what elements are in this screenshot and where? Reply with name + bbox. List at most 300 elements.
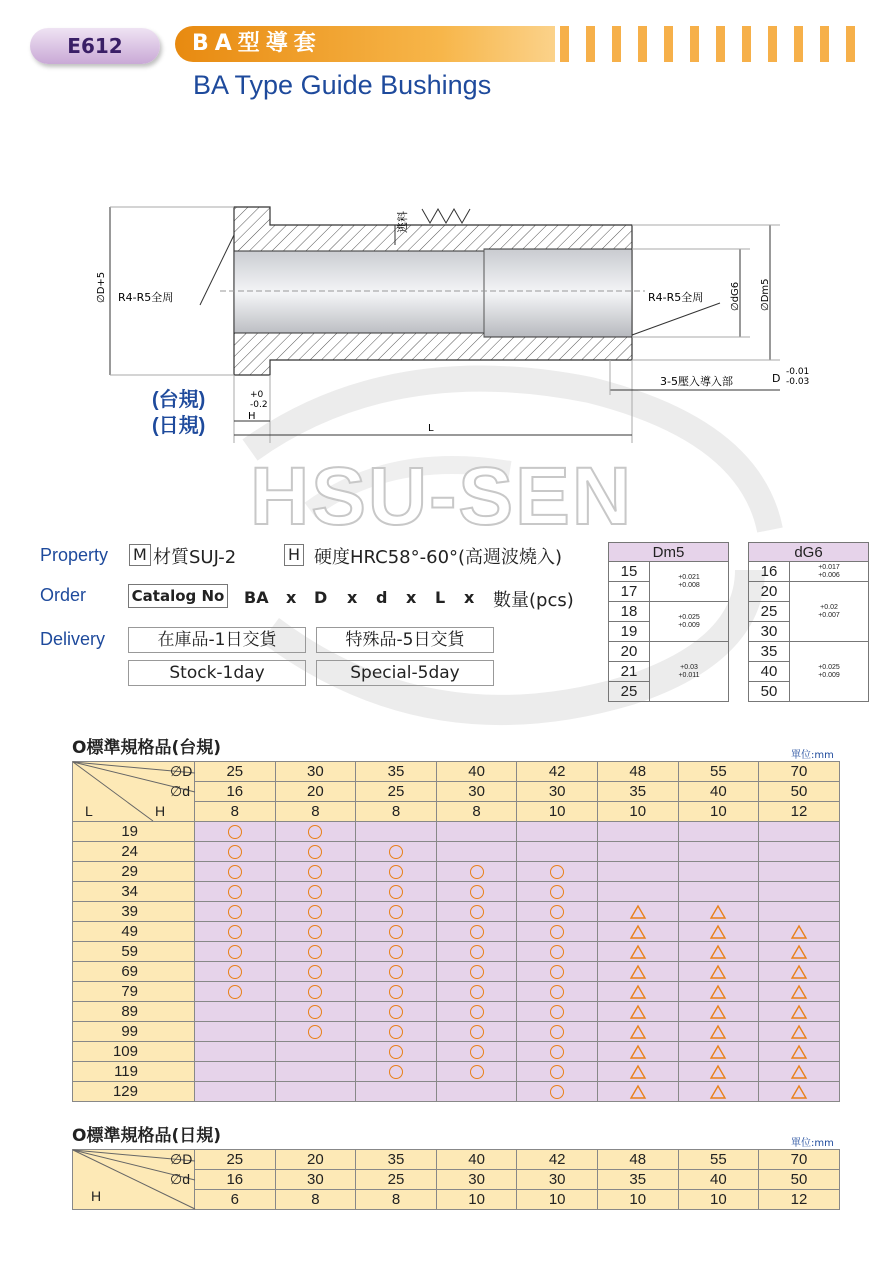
availability-cell xyxy=(759,1082,840,1102)
availability-cell xyxy=(436,842,517,862)
availability-cell xyxy=(759,822,840,842)
property-label: Property xyxy=(40,545,109,565)
availability-cell xyxy=(759,922,840,942)
special-triangle-icon xyxy=(630,1005,646,1019)
table-row xyxy=(73,982,840,1002)
stock-circle-icon xyxy=(389,865,403,879)
availability-cell xyxy=(517,1002,598,1022)
table-tw-title: O標準規格品(台規) xyxy=(72,738,221,758)
special-triangle-icon xyxy=(791,1065,807,1079)
availability-cell xyxy=(517,962,598,982)
length-cell: 59 xyxy=(73,942,195,962)
size-d-cell: 30 xyxy=(517,782,598,802)
order-item-D: D xyxy=(314,588,328,607)
corner-label-d: ∅d xyxy=(170,783,190,799)
standard-jp-label: (日規) xyxy=(152,415,206,437)
table-row xyxy=(73,962,840,982)
size-H-cell: 10 xyxy=(517,802,598,822)
availability-cell xyxy=(678,882,759,902)
table-row xyxy=(73,842,840,862)
bushing-drawing xyxy=(96,185,820,455)
availability-cell xyxy=(436,822,517,842)
header-stripe xyxy=(716,26,725,62)
size-d-cell: 40 xyxy=(678,1170,759,1190)
stock-circle-icon xyxy=(228,825,242,839)
dg6-value: 20 xyxy=(749,582,790,602)
size-d-cell: 16 xyxy=(195,782,276,802)
stock-circle-icon xyxy=(308,845,322,859)
stock-circle-icon xyxy=(550,1005,564,1019)
header-row xyxy=(73,762,840,782)
table-row xyxy=(73,862,840,882)
size-H-cell: 8 xyxy=(275,802,356,822)
header-stripe xyxy=(560,26,569,62)
press-in-label: 3-5壓入導入部 xyxy=(660,375,733,388)
stock-circle-icon xyxy=(308,925,322,939)
corner-label-d: ∅d xyxy=(170,1171,190,1187)
size-D-cell: 42 xyxy=(517,1150,598,1170)
stock-circle-icon xyxy=(389,905,403,919)
size-d-cell: 20 xyxy=(275,782,356,802)
availability-cell xyxy=(195,1022,276,1042)
special-triangle-icon xyxy=(630,905,646,919)
order-item-ba: BA xyxy=(244,588,269,607)
availability-cell xyxy=(678,1022,759,1042)
special-triangle-icon xyxy=(791,945,807,959)
dm5-tolerance: +0.021 +0.008 xyxy=(650,562,729,602)
availability-cell xyxy=(275,1002,356,1022)
length-cell: 119 xyxy=(73,1062,195,1082)
availability-cell xyxy=(678,962,759,982)
dg6-tolerance: +0.025 +0.009 xyxy=(790,642,869,702)
stock-circle-icon xyxy=(228,885,242,899)
order-item-L: L xyxy=(435,588,446,607)
table-row xyxy=(73,922,840,942)
special-triangle-icon xyxy=(630,925,646,939)
header-stripe xyxy=(638,26,647,62)
table-jp xyxy=(72,1149,840,1210)
order-item-d: d xyxy=(376,588,388,607)
availability-cell xyxy=(597,982,678,1002)
table-row xyxy=(73,902,840,922)
size-d-cell: 25 xyxy=(356,1170,437,1190)
availability-cell xyxy=(759,942,840,962)
title-zh: BA型導套 xyxy=(192,31,322,56)
header-stripe xyxy=(768,26,777,62)
availability-cell xyxy=(597,1002,678,1022)
delivery-special-en: Special-5day xyxy=(316,660,494,686)
corner-label-D: ∅D xyxy=(170,763,193,779)
stock-circle-icon xyxy=(308,985,322,999)
availability-cell xyxy=(436,962,517,982)
availability-cell xyxy=(195,842,276,862)
availability-cell xyxy=(517,1082,598,1102)
stock-circle-icon xyxy=(550,885,564,899)
stock-circle-icon xyxy=(470,1005,484,1019)
availability-cell xyxy=(759,882,840,902)
size-d-cell: 40 xyxy=(678,782,759,802)
d-tol-lower: -0.03 xyxy=(786,377,810,387)
stock-circle-icon xyxy=(550,1045,564,1059)
length-cell: 24 xyxy=(73,842,195,862)
availability-cell xyxy=(678,1042,759,1062)
availability-cell xyxy=(356,1082,437,1102)
availability-cell xyxy=(759,1042,840,1062)
availability-cell xyxy=(195,1062,276,1082)
special-triangle-icon xyxy=(710,965,726,979)
special-triangle-icon xyxy=(710,1005,726,1019)
size-H-cell: 10 xyxy=(678,1190,759,1210)
size-D-cell: 40 xyxy=(436,1150,517,1170)
catalog-code-badge: E612 xyxy=(30,28,160,64)
availability-cell xyxy=(195,1042,276,1062)
header-row xyxy=(73,1150,840,1170)
availability-cell xyxy=(356,1002,437,1022)
special-triangle-icon xyxy=(710,925,726,939)
size-d-cell: 16 xyxy=(195,1170,276,1190)
table-tw-unit: 單位:mm xyxy=(791,750,834,761)
dg6-value: 40 xyxy=(749,662,790,682)
header-stripe xyxy=(690,26,699,62)
stock-circle-icon xyxy=(389,845,403,859)
availability-cell xyxy=(275,1022,356,1042)
dg6-tolerance-table xyxy=(748,542,869,702)
length-cell: 19 xyxy=(73,822,195,842)
availability-cell xyxy=(275,1062,356,1082)
availability-cell xyxy=(436,1082,517,1102)
table-tw xyxy=(72,761,840,1102)
stock-circle-icon xyxy=(308,825,322,839)
availability-cell xyxy=(195,822,276,842)
availability-cell xyxy=(356,862,437,882)
availability-cell xyxy=(517,1022,598,1042)
availability-cell xyxy=(275,842,356,862)
availability-cell xyxy=(597,902,678,922)
availability-cell xyxy=(275,1082,356,1102)
size-d-cell: 30 xyxy=(275,1170,356,1190)
table-jp-unit: 單位:mm xyxy=(791,1138,834,1149)
availability-cell xyxy=(678,982,759,1002)
availability-cell xyxy=(275,902,356,922)
availability-cell xyxy=(275,1042,356,1062)
size-H-cell: 6 xyxy=(195,1190,276,1210)
order-item-x1: x xyxy=(286,588,297,607)
availability-cell xyxy=(436,862,517,882)
availability-cell xyxy=(356,842,437,862)
availability-cell xyxy=(356,882,437,902)
dg6-value: 25 xyxy=(749,602,790,622)
size-D-cell: 48 xyxy=(597,1150,678,1170)
stock-circle-icon xyxy=(228,845,242,859)
size-D-cell: 55 xyxy=(678,762,759,782)
size-H-cell: 8 xyxy=(195,802,276,822)
size-H-cell: 10 xyxy=(436,1190,517,1210)
corner-cell xyxy=(73,1150,195,1210)
hardness-text: 硬度HRC58°-60°(高週波燒入) xyxy=(314,547,563,568)
special-triangle-icon xyxy=(710,1025,726,1039)
availability-cell xyxy=(436,982,517,1002)
table-row xyxy=(73,822,840,842)
stock-circle-icon xyxy=(308,1005,322,1019)
dg6-value: 35 xyxy=(749,642,790,662)
oil-label: 逃料 xyxy=(396,211,409,233)
dm5-value: 17 xyxy=(609,582,650,602)
stock-circle-icon xyxy=(550,925,564,939)
stock-circle-icon xyxy=(228,985,242,999)
availability-cell xyxy=(678,922,759,942)
stock-circle-icon xyxy=(470,865,484,879)
dm5-tolerance: +0.03 +0.011 xyxy=(650,642,729,702)
order-label: Order xyxy=(40,585,87,605)
stock-circle-icon xyxy=(308,1025,322,1039)
size-D-cell: 55 xyxy=(678,1150,759,1170)
corner-label-H: H xyxy=(155,803,166,819)
d-tol-upper: -0.01 xyxy=(786,367,810,377)
availability-cell xyxy=(678,902,759,922)
availability-cell xyxy=(517,822,598,842)
size-d-cell: 50 xyxy=(759,1170,840,1190)
dg6-value: 16 xyxy=(749,562,790,582)
stock-circle-icon xyxy=(470,1025,484,1039)
availability-cell xyxy=(597,1082,678,1102)
availability-cell xyxy=(275,862,356,882)
availability-cell xyxy=(597,1022,678,1042)
size-D-cell: 35 xyxy=(356,762,437,782)
stock-circle-icon xyxy=(308,945,322,959)
size-D-cell: 25 xyxy=(195,762,276,782)
stock-circle-icon xyxy=(389,1025,403,1039)
special-triangle-icon xyxy=(791,1025,807,1039)
stock-circle-icon xyxy=(389,925,403,939)
dm5-title: Dm5 xyxy=(609,543,729,562)
size-d-cell: 30 xyxy=(436,1170,517,1190)
stock-circle-icon xyxy=(389,1065,403,1079)
stock-circle-icon xyxy=(308,865,322,879)
size-d-cell: 30 xyxy=(517,1170,598,1190)
dg6-tolerance: +0.02 +0.007 xyxy=(790,582,869,642)
stock-circle-icon xyxy=(550,905,564,919)
dm5-tolerance: +0.025 +0.009 xyxy=(650,602,729,642)
table-row xyxy=(73,1042,840,1062)
delivery-label: Delivery xyxy=(40,629,106,649)
availability-cell xyxy=(436,882,517,902)
availability-cell xyxy=(597,962,678,982)
availability-cell xyxy=(597,882,678,902)
availability-cell xyxy=(195,942,276,962)
availability-cell xyxy=(517,982,598,1002)
stock-circle-icon xyxy=(228,865,242,879)
size-H-cell: 8 xyxy=(436,802,517,822)
special-triangle-icon xyxy=(791,925,807,939)
availability-cell xyxy=(759,842,840,862)
r-left-label: R4-R5全周 xyxy=(118,291,174,304)
corner-label-H: H xyxy=(91,1188,102,1204)
availability-cell xyxy=(678,842,759,862)
size-H-cell: 8 xyxy=(275,1190,356,1210)
dg6-tolerance: +0.017 +0.006 xyxy=(790,562,869,582)
header-stripe xyxy=(846,26,855,62)
availability-cell xyxy=(356,1062,437,1082)
availability-cell xyxy=(517,842,598,862)
dm5-value: 25 xyxy=(609,682,650,702)
header-stripe xyxy=(664,26,673,62)
availability-cell xyxy=(597,842,678,862)
delivery-special-zh: 特殊品-5日交貨 xyxy=(316,627,494,653)
size-D-cell: 25 xyxy=(195,1150,276,1170)
availability-cell xyxy=(356,1042,437,1062)
d-tol-letter: D xyxy=(772,372,781,385)
stock-circle-icon xyxy=(228,925,242,939)
r-right-label: R4-R5全周 xyxy=(648,291,704,304)
availability-cell xyxy=(517,862,598,882)
length-cell: 79 xyxy=(73,982,195,1002)
availability-cell xyxy=(436,942,517,962)
special-triangle-icon xyxy=(710,985,726,999)
availability-cell xyxy=(436,922,517,942)
stock-circle-icon xyxy=(470,1045,484,1059)
availability-cell xyxy=(759,982,840,1002)
special-triangle-icon xyxy=(630,1025,646,1039)
dg6-title: dG6 xyxy=(749,543,869,562)
stock-circle-icon xyxy=(389,965,403,979)
delivery-stock-zh: 在庫品-1日交貨 xyxy=(128,627,306,653)
size-H-cell: 10 xyxy=(597,1190,678,1210)
stock-circle-icon xyxy=(470,965,484,979)
size-D-cell: 42 xyxy=(517,762,598,782)
size-H-cell: 8 xyxy=(356,802,437,822)
special-triangle-icon xyxy=(710,1065,726,1079)
length-cell: 39 xyxy=(73,902,195,922)
size-D-cell: 20 xyxy=(275,1150,356,1170)
dm5-value: 19 xyxy=(609,622,650,642)
size-H-cell: 12 xyxy=(759,1190,840,1210)
length-cell: 34 xyxy=(73,882,195,902)
special-triangle-icon xyxy=(791,1045,807,1059)
size-d-cell: 25 xyxy=(356,782,437,802)
l-dim-label: L xyxy=(428,423,434,434)
availability-cell xyxy=(597,942,678,962)
availability-cell xyxy=(517,942,598,962)
availability-cell xyxy=(275,982,356,1002)
availability-cell xyxy=(356,1022,437,1042)
stock-circle-icon xyxy=(550,965,564,979)
dg6-value: 30 xyxy=(749,622,790,642)
availability-cell xyxy=(356,822,437,842)
stock-circle-icon xyxy=(550,1085,564,1099)
availability-cell xyxy=(597,822,678,842)
availability-cell xyxy=(678,1002,759,1022)
stock-circle-icon xyxy=(389,1045,403,1059)
availability-cell xyxy=(275,942,356,962)
special-triangle-icon xyxy=(710,945,726,959)
dm5-value: 20 xyxy=(609,642,650,662)
header-stripe xyxy=(612,26,621,62)
stock-circle-icon xyxy=(228,945,242,959)
availability-cell xyxy=(195,962,276,982)
size-d-cell: 50 xyxy=(759,782,840,802)
availability-cell xyxy=(678,862,759,882)
stock-circle-icon xyxy=(550,1065,564,1079)
special-triangle-icon xyxy=(630,1085,646,1099)
header-stripe xyxy=(586,26,595,62)
availability-cell xyxy=(436,1022,517,1042)
order-item-x4: x xyxy=(464,588,475,607)
availability-cell xyxy=(275,882,356,902)
table-row xyxy=(73,1022,840,1042)
availability-cell xyxy=(275,922,356,942)
table-jp-title: O標準規格品(日規) xyxy=(72,1126,221,1146)
stock-circle-icon xyxy=(470,905,484,919)
h-box: H xyxy=(284,544,304,566)
availability-cell xyxy=(678,1082,759,1102)
size-H-cell: 8 xyxy=(356,1190,437,1210)
watermark-text: HSU-SEN xyxy=(250,451,634,542)
special-triangle-icon xyxy=(791,1005,807,1019)
special-triangle-icon xyxy=(710,1085,726,1099)
availability-cell xyxy=(517,922,598,942)
order-item-x3: x xyxy=(406,588,417,607)
availability-cell xyxy=(517,1062,598,1082)
availability-cell xyxy=(195,882,276,902)
availability-cell xyxy=(195,982,276,1002)
availability-cell xyxy=(678,1062,759,1082)
size-D-cell: 30 xyxy=(275,762,356,782)
stock-circle-icon xyxy=(308,885,322,899)
stock-circle-icon xyxy=(470,985,484,999)
stock-circle-icon xyxy=(550,1025,564,1039)
table-row xyxy=(73,1082,840,1102)
table-row xyxy=(73,1002,840,1022)
special-triangle-icon xyxy=(630,965,646,979)
size-d-cell: 30 xyxy=(436,782,517,802)
size-D-cell: 48 xyxy=(597,762,678,782)
availability-cell xyxy=(356,902,437,922)
special-triangle-icon xyxy=(630,985,646,999)
special-triangle-icon xyxy=(791,1085,807,1099)
stock-circle-icon xyxy=(228,965,242,979)
dg6-label: ∅dG6 xyxy=(730,281,741,311)
availability-cell xyxy=(678,942,759,962)
stock-circle-icon xyxy=(550,945,564,959)
stock-circle-icon xyxy=(550,985,564,999)
length-cell: 49 xyxy=(73,922,195,942)
availability-cell xyxy=(195,1002,276,1022)
title-en: BA Type Guide Bushings xyxy=(193,70,492,100)
header-stripes xyxy=(560,26,880,62)
stock-circle-icon xyxy=(389,985,403,999)
size-H-cell: 10 xyxy=(597,802,678,822)
length-cell: 99 xyxy=(73,1022,195,1042)
availability-cell xyxy=(517,882,598,902)
size-H-cell: 10 xyxy=(678,802,759,822)
stock-circle-icon xyxy=(308,905,322,919)
header-stripe xyxy=(820,26,829,62)
availability-cell xyxy=(759,962,840,982)
stock-circle-icon xyxy=(228,905,242,919)
stock-circle-icon xyxy=(470,925,484,939)
availability-cell xyxy=(597,1062,678,1082)
stock-circle-icon xyxy=(470,1065,484,1079)
size-H-cell: 10 xyxy=(517,1190,598,1210)
h-dim-label: H xyxy=(248,411,256,422)
m-box: M xyxy=(129,544,151,566)
corner-cell xyxy=(73,762,195,822)
availability-cell xyxy=(597,922,678,942)
size-D-cell: 70 xyxy=(759,1150,840,1170)
dm5-tolerance-table xyxy=(608,542,729,702)
special-triangle-icon xyxy=(791,965,807,979)
table-row xyxy=(73,1062,840,1082)
